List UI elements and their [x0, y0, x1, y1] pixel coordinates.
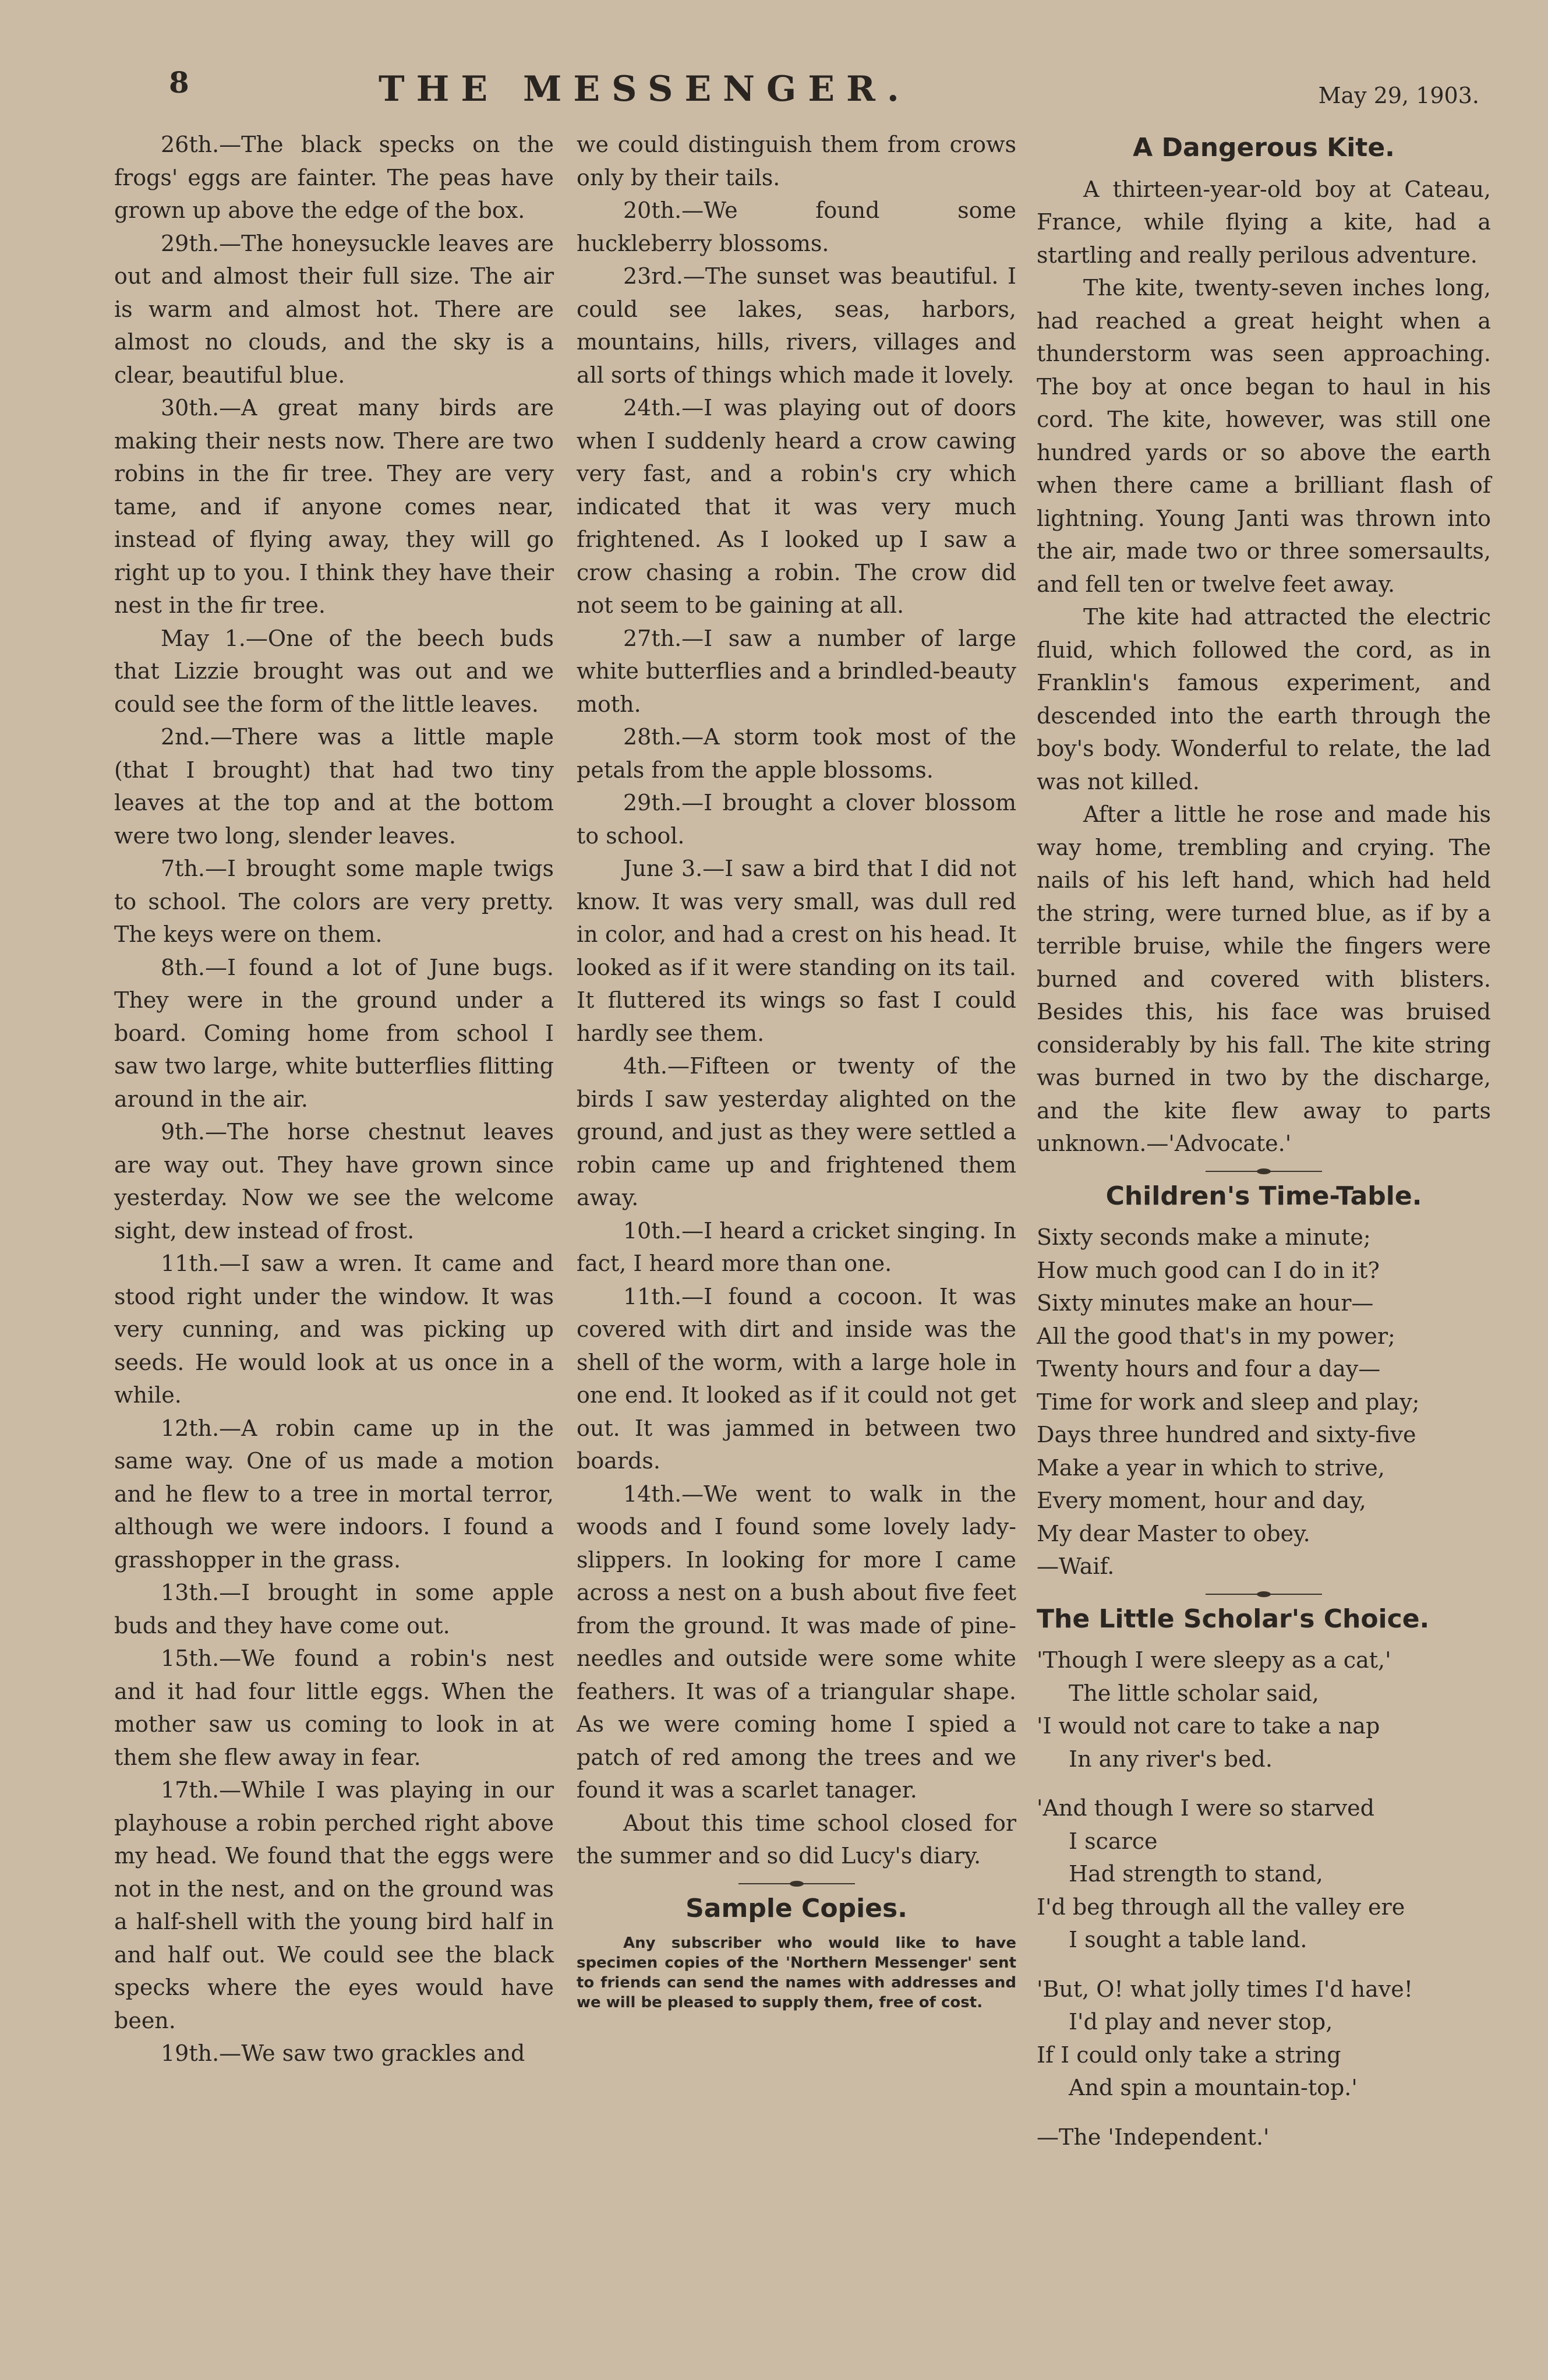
diary-entry: 14th.—We went to walk in the woods and I found some lovely lady-slippers. In looking for more I came across a nest on a bush about five feet from the ground. It was made of pine-needles and outside were some white feathers. It was of a triangular shape. As we were coming home I spied a patch of red among the trees and we found it was a scarlet tanager.	[577, 1481, 1016, 1803]
masthead: THE MESSENGER.	[379, 69, 911, 110]
poem-attribution: —The 'Independent.'	[1037, 2124, 1270, 2150]
poem-line: In any river's bed.	[1069, 1746, 1273, 1772]
sample-copies-notice: Any subscriber who would like to have specimen copies of the 'Northern Messenger' sent to friends can send the names with addresses and we will be pleased to supply them, free of cost.	[577, 1934, 1016, 2011]
diary-entry: 8th.—I found a lot of June bugs. They were in the ground under a board. Coming home from school I saw two large, white butterflies flitting around in the air.	[114, 954, 554, 1112]
poem-stanza	[1037, 1644, 1491, 1775]
poem-line: Sixty minutes make an hour—	[1037, 1290, 1374, 1316]
article-paragraph: The kite had attracted the electric fluid, which followed the cord, as in Franklin's famous experiment, and descended into the earth through the boy's body. Wonderful to relate, the lad was not killed.	[1037, 604, 1491, 794]
poem-line: I'd play and never stop,	[1069, 2009, 1333, 2035]
poem-line: Every moment, hour and day,	[1037, 1488, 1366, 1513]
article-paragraph: A thirteen-year-old boy at Cateau, France, while flying a kite, had a startling and really perilous adventure.	[1037, 176, 1491, 268]
diary-entry: 27th.—I saw a number of large white butterflies and a brindled-beauty moth.	[577, 625, 1016, 717]
issue-date: May 29, 1903.	[1318, 83, 1479, 108]
poem-line: If I could only take a string	[1037, 2042, 1341, 2068]
poem-stanza	[1037, 1792, 1491, 1957]
poem-line: My dear Master to obey.	[1037, 1520, 1310, 1546]
diary-entry: 26th.—The black specks on the frogs' eggs are fainter. The peas have grown up above the edge of the box.	[114, 132, 554, 223]
diary-entry: 29th.—The honeysuckle leaves are out and almost their full size. The air is warm and almost hot. There are almost no clouds, and the sky is a clear, beautiful blue.	[114, 230, 554, 388]
poem-line: I scarce	[1069, 1828, 1158, 1854]
section-divider	[1206, 1171, 1322, 1172]
diary-entry: June 3.—I saw a bird that I did not know. It was very small, was dull red in color, and had a crest on his head. It looked as if it were standing on its tail. It fluttered its wings so fast I could hardly see them.	[577, 856, 1016, 1046]
scholar-poem-title: The Little Scholar's Choice.	[1037, 1604, 1430, 1634]
diary-entry: 15th.—We found a robin's nest and it had four little eggs. When the mother saw us coming to look in at them she flew away in fear.	[114, 1645, 554, 1770]
poem-line: Sixty seconds make a minute;	[1037, 1224, 1371, 1250]
diary-entry: 12th.—A robin came up in the same way. One of us made a motion and he flew to a tree in mortal terror, although we were indoors. I found a grasshopper in the grass.	[114, 1415, 554, 1573]
poem-line: 'But, O! what jolly times I'd have!	[1037, 1976, 1413, 2002]
column-2	[577, 128, 1016, 2012]
page-number: 8	[169, 65, 189, 100]
poem-line: Time for work and sleep and play;	[1037, 1389, 1420, 1415]
article-paragraph: After a little he rose and made his way home, trembling and crying. The nails of his left hand, which had held the string, were turned blue, as if by a terrible bruise, while the fingers were burned and covered with blisters. Besides this, his face was bruised considerably by his fall. The kite string was burned in two by the discharge, and the kite flew away to parts unknown.—'Advocate.'	[1037, 801, 1491, 1156]
diary-entry: About this time school closed for the summer and so did Lucy's diary.	[577, 1810, 1016, 1869]
diary-entry: 28th.—A storm took most of the petals from the apple blossoms.	[577, 724, 1016, 783]
poem-line: All the good that's in my power;	[1037, 1323, 1395, 1349]
column-1	[114, 128, 554, 2070]
poem-line: Make a year in which to strive,	[1037, 1454, 1385, 1481]
diary-entry: 29th.—I brought a clover blossom to school.	[577, 790, 1016, 849]
poem-line: I sought a table land.	[1069, 1927, 1307, 1952]
diary-entry: 2nd.—There was a little maple (that I brought) that had two tiny leaves at the top and at the bottom were two long, slender leaves.	[114, 724, 554, 849]
timetable-title: Children's Time-Table.	[1105, 1181, 1422, 1211]
kite-article-title: A Dangerous Kite.	[1133, 133, 1395, 163]
page-header	[122, 65, 1479, 118]
diary-entry: 23rd.—The sunset was beautiful. I could see lakes, seas, harbors, mountains, hills, rivers, villages and all sorts of things which made it lovely.	[577, 263, 1016, 388]
diary-entry: 30th.—A great many birds are making their nests now. There are two robins in the fir tree. They are very tame, and if anyone comes near, instead of flying away, they will go right up to you. I think they have their nest in the fir tree.	[114, 395, 554, 618]
poem-line: 'Though I were sleepy as a cat,'	[1037, 1647, 1391, 1673]
article-paragraph: The kite, twenty-seven inches long, had reached a great height when a thunderstorm was seen approaching. The boy at once began to haul in his cord. The kite, however, was still one hundred yards or so above the earth when there came a brilliant flash of lightning. Young Janti was thrown into the air, made two or three somersaults, and fell ten or twelve feet away.	[1037, 275, 1491, 597]
section-divider	[738, 1883, 855, 1884]
diary-entry: 7th.—I brought some maple twigs to school. The colors are very pretty. The keys were on them.	[114, 856, 554, 947]
diary-entry: 10th.—I heard a cricket singing. In fact, I heard more than one.	[577, 1217, 1016, 1276]
poem-line: How much good can I do in it?	[1037, 1257, 1380, 1283]
diary-entry: 9th.—The horse chestnut leaves are way out. They have grown since yesterday. Now we see the welcome sight, dew instead of frost.	[114, 1119, 554, 1244]
poem-line: The little scholar said,	[1069, 1680, 1319, 1706]
poem-line: Twenty hours and four a day—	[1037, 1356, 1381, 1382]
column-3	[1037, 128, 1491, 2153]
diary-entry: we could distinguish them from crows only by their tails.	[577, 132, 1016, 190]
diary-entry: 19th.—We saw two grackles and	[161, 2040, 525, 2066]
diary-entry: 4th.—Fifteen or twenty of the birds I saw yesterday alighted on the ground, and just as they were settled a robin came up and frightened them away.	[577, 1053, 1016, 1210]
poem-line: Days three hundred and sixty-five	[1037, 1422, 1416, 1447]
timetable-poem	[1037, 1221, 1491, 1583]
diary-entry: May 1.—One of the beech buds that Lizzie brought was out and we could see the form of the little leaves.	[114, 625, 554, 717]
diary-entry: 24th.—I was playing out of doors when I suddenly heard a crow cawing very fast, and a robin's cry which indicated that it was very much frightened. As I looked up I saw a crow chasing a robin. The crow did not seem to be gaining at all.	[577, 395, 1016, 618]
poem-stanza	[1037, 1973, 1491, 2104]
poem-attribution: —Waif.	[1037, 1553, 1115, 1579]
diary-entry: 17th.—While I was playing in our playhouse a robin perched right above my head. We found that the eggs were not in the nest, and on the ground was a half-shell with the young bird half in and half out. We could see the black specks where the eyes would have been.	[114, 1777, 554, 2033]
poem-line: Had strength to stand,	[1069, 1861, 1323, 1887]
poem-line: 'And though I were so starved	[1037, 1795, 1374, 1821]
poem-line: I'd beg through all the valley ere	[1037, 1894, 1405, 1920]
diary-entry: 11th.—I saw a wren. It came and stood right under the window. It was very cunning, and was picking up seeds. He would look at us once in a while.	[114, 1251, 554, 1408]
poem-line: 'I would not care to take a nap	[1037, 1713, 1380, 1739]
poem-line: And spin a mountain-top.'	[1069, 2075, 1358, 2100]
diary-entry: 11th.—I found a cocoon. It was covered with dirt and inside was the shell of the worm, with a large hole in one end. It looked as if it could not get out. It was jammed in between two boards.	[577, 1283, 1016, 1474]
scholar-poem	[1037, 1644, 1491, 2153]
diary-entry: 20th.—We found some huckleberry blossoms.	[577, 197, 1016, 256]
diary-entry: 13th.—I brought in some apple buds and they have come out.	[114, 1580, 554, 1639]
sample-copies-title: Sample Copies.	[685, 1893, 907, 1923]
section-divider	[1206, 1594, 1322, 1595]
